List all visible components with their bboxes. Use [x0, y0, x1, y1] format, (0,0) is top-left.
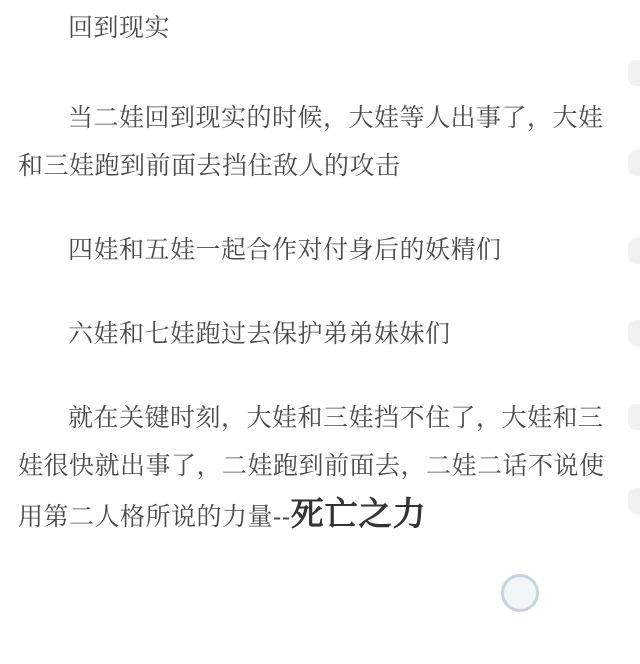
article-heading: 回到现实 [68, 14, 171, 42]
spacer [18, 358, 622, 394]
article-paragraph-4 [18, 394, 622, 541]
article-paragraph-1: 当二娃回到现实的时候，大娃等人出事了，大娃和三娃跑到前面去挡住敌人的攻击 [18, 104, 604, 180]
article-paragraph-2: 四娃和五娃一起合作对付身后的妖精们 [68, 236, 502, 264]
touch-ripple-indicator [501, 574, 539, 612]
spacer [18, 190, 622, 226]
em-dash: -- [273, 503, 291, 531]
article-emphasis: 死亡之力 [290, 495, 427, 532]
spacer [18, 274, 622, 310]
article-paragraph-4-text: 就在关键时刻，大娃和三娃挡不住了，大娃和三娃很快就出事了，二娃跑到前面去，二娃二话不说使用第二人格所说的力量 [18, 404, 605, 531]
article-paragraph-3: 六娃和七娃跑过去保护弟弟妹妹们 [68, 320, 451, 348]
spacer [18, 52, 622, 94]
